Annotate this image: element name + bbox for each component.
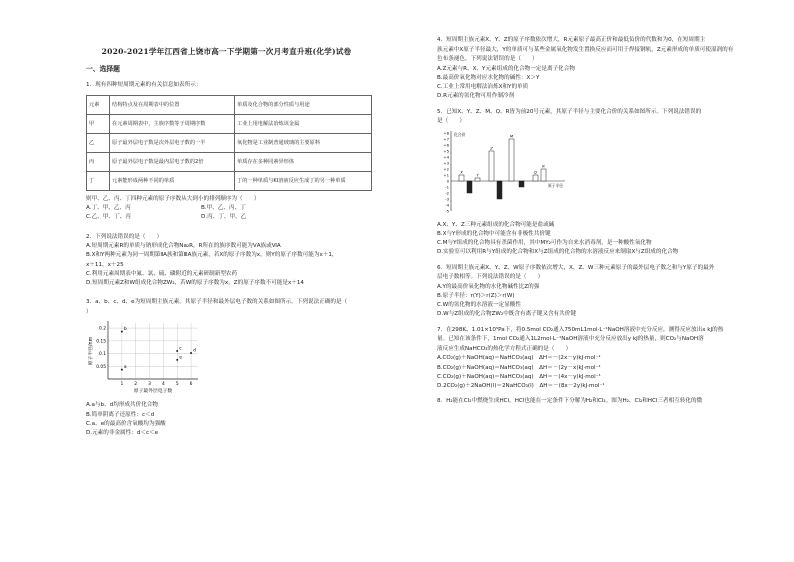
bar [475, 178, 480, 181]
option-b: B.CO₂(g)＋NaOH(aq)＝NaHCO₃(aq) ΔH＝－(2y－x)kJ·mol⁻¹ [437, 364, 601, 371]
option-d: D.R元素的氢化物可用作制冷剂 [437, 93, 515, 100]
y-tick-label: -3 [445, 196, 449, 202]
bar [467, 181, 472, 193]
option-a: A.丁、甲、乙、丙 [86, 205, 131, 212]
valence-vs-radius-chart [437, 127, 577, 217]
option-a: A.a与b、d均形成共价化合物 [86, 402, 158, 409]
right-page [397, 0, 794, 562]
table-cell: 在元素周期表中，主族序数等于周期序数 [110, 114, 235, 133]
x-tick-label: 6 [189, 382, 193, 388]
table-cell: 工业上用电解法冶炼该金属 [235, 114, 372, 133]
option-d: D.短周期元素Z和W组成化合物ZW₂，若W的原子序数为x，Z的原子序数不可能是x＋14 [86, 280, 304, 286]
element-info-table [86, 95, 372, 191]
option-d: D.实验室可以利用R与Y组成的化合物和X与Z组成的化合物的水溶液反应来制取X与Z组成的化合物 [437, 249, 679, 256]
q1-options [86, 204, 316, 222]
option-a: A.短周期元素R的单质与钠形成化合物Na₂R，R所在的族序数可能为ⅤA族或ⅥA [86, 243, 281, 250]
q6-stem: 6．短周期主族元素X、Y、Z、W原子序数依次增大，X、Z、W三种元素原子的最外层电子数之和与Y原子的最外 [437, 264, 715, 271]
table-cell: 丙 [87, 152, 110, 171]
table-row [87, 133, 372, 152]
bar-label: Z [490, 145, 493, 151]
option-c: C.CO₂(g)＋NaOH(aq)＝NaHCO₃(aq) ΔH＝－(4x－y)kJ·mol⁻¹ [437, 373, 601, 380]
point-label: b [123, 327, 127, 333]
option-b: B.原子半径：r(Y)＞r(Z)＞r(W) [437, 292, 515, 299]
table-cell: 乙 [87, 133, 110, 152]
y-tick-label: +4 [443, 154, 449, 160]
bar [541, 169, 546, 181]
question-1 [86, 81, 375, 223]
y-tick-label: 0.15 [96, 339, 106, 345]
data-point [190, 352, 192, 354]
table-cell: 原子最外层电子数是最内层电子数的2倍 [110, 152, 235, 171]
option-b-cont: x＋11，x＋25 [86, 261, 124, 268]
option-c: C.a、e的最高价含氧酸均为强酸 [86, 420, 166, 427]
bar-label: R [542, 163, 545, 169]
q4-stem-cont: 族元素中X原子半径最大，Y的单质可与某些金属氧化物发生置换反应而可用于焊接钢轨，Z元素形成的单质可使湿润的有 [437, 46, 734, 53]
y-tick-label: -4 [445, 202, 449, 208]
bar-label: Y [476, 172, 479, 178]
bar [519, 181, 524, 187]
bar [489, 151, 494, 181]
bar [509, 139, 514, 181]
q5-stem: 5．已知X、Y、Z、M、Q、R皆为前20号元素，其原子半径与主要化合价的关系如图所示。下列说法错误的 [437, 108, 702, 115]
option-d: D.丙、丁、甲、乙 [201, 214, 247, 221]
x-tick-label: 2 [134, 382, 138, 388]
bar [459, 175, 464, 181]
point-label: d [193, 348, 196, 354]
table-cell: 单质存在多种同素异形体 [235, 152, 372, 171]
x-tick-label: 1 [120, 382, 124, 388]
table-row [87, 152, 372, 171]
table-row [87, 171, 372, 190]
q7-stem-cont: 液反应生成NaHCO₃的热化学方程式正确的是（ ） [437, 345, 572, 352]
option-c: C.利用元素周期表中氟、氯、硫、磷附近的元素研制新型农药 [86, 270, 238, 277]
table-row [87, 114, 372, 133]
x-axis-label: 原子半径 [547, 182, 563, 188]
bar-label: Q [534, 169, 537, 175]
y-tick-label: +6 [443, 142, 449, 148]
option-d: D.W与Z组成的化合物ZW₂中既含有离子键又含有共价键 [437, 311, 576, 318]
option-b: B.最高价氧化物对应水化物的碱性：X＞Y [437, 74, 540, 81]
point-label: e [179, 355, 182, 361]
table-cell: 元素能形成两种不同的单质 [110, 171, 235, 190]
question-8 [437, 397, 754, 407]
y-tick-label: 0.2 [99, 327, 106, 333]
option-a: A.CO₂(g)＋NaOH(aq)＝NaHCO₃(aq) ΔH＝－(2x－y)kJ·mol⁻¹ [437, 355, 601, 362]
option-a: A.Y的最高价氧化物的水化物碱性比Z的强 [437, 283, 540, 290]
option-a: A.X、Y、Z三种元素组成的化合物可能是盐或碱 [437, 221, 555, 228]
y-tick-label: +3 [443, 160, 449, 166]
option-c: C.M与Y组成的化合物具有杀菌作用，其中MY₂可作为自来水消毒剂，是一种酸性氧化物 [437, 240, 652, 247]
y-tick-label: 0 [446, 178, 449, 184]
q7-stem: 7．在298K、1.01×10⁵Pa下，将0.5mol CO₂通入750mL1mol·L⁻¹NaOH溶液中充分反应，测得反应放出x kJ的热 [437, 326, 724, 333]
q2-stem: 2．下列说法错误的是（ ） [86, 233, 163, 240]
q3-stem: 3．a、b、c、d、e为短周期主族元素。其原子半径和最外层电子数的关系如图所示。下列说法正确的是（ [86, 299, 348, 306]
bar-label: X [460, 169, 463, 175]
table-header-cell: 结构特点及在周期表中的位置 [110, 95, 235, 114]
option-b: B.甲、乙、丙、丁 [201, 205, 246, 212]
question-5 [437, 108, 754, 258]
option-b: B.X和Y两种元素为同一周期第ⅡA族和第ⅢA族元素，若X的原子序数为x，则Y的原子序数可能为x＋1， [86, 252, 338, 259]
y-tick-label: -1 [445, 184, 449, 190]
data-point [121, 369, 123, 371]
y-tick-label: 0.1 [99, 352, 106, 358]
y-tick-label: +8 [443, 130, 449, 136]
section-heading: 一、选择题 [86, 65, 120, 73]
option-b: B.X与Y形成的化合物中可能含有非极性共价键 [437, 230, 551, 237]
q1-stem: 1．现有四种短周期元素的有关信息如表所示： [86, 82, 202, 88]
y-axis-label: 原子半径/nm [89, 337, 94, 366]
data-point [176, 359, 178, 361]
table-header-row [87, 95, 372, 114]
question-6 [437, 264, 754, 320]
data-point [121, 331, 123, 333]
q8-stem: 8．H₂能在Cl₂中燃烧生成HCl，HCl也能在一定条件下分解为H₂和Cl₂。图为H₂、Cl₂和HCl三者相互转化的微 [437, 398, 703, 405]
question-4 [437, 36, 754, 102]
y-tick-label: +2 [443, 166, 449, 172]
option-d: D.2CO₂(g)＋2NaOH(l)＝2NaHCO₃(l) ΔH＝－(8x－2y)kJ·mol⁻¹ [437, 382, 605, 389]
table-cell: 原子最外层电子数是次外层电子数的一半 [110, 133, 235, 152]
x-axis-label: 原子最外层电子数 [133, 389, 173, 395]
bar [497, 181, 502, 199]
point-label: c [179, 346, 182, 352]
q5-stem-cont: 是（ ） [437, 118, 465, 125]
table-cell: 甲 [87, 114, 110, 133]
y-tick-label: -5 [445, 208, 449, 214]
question-7 [437, 326, 754, 392]
paper-title: 2020-2021学年江西省上饶市高一下学期第一次月考直升班(化学)试卷 [101, 47, 352, 56]
question-3 [86, 298, 375, 438]
x-tick-label: 5 [175, 382, 179, 388]
table-cell: 丁的一种单质与KI溶液反应生成丁的另一种单质 [235, 171, 372, 190]
x-tick-label: 4 [161, 382, 165, 388]
point-label: a [123, 365, 127, 371]
bar [533, 175, 538, 181]
table-cell: 氧化物是工业制普通玻璃的主要原料 [235, 133, 372, 152]
table-header-cell: 元素 [87, 95, 110, 114]
x-tick-label: 3 [148, 382, 151, 388]
y-tick-label: 0.05 [96, 365, 106, 371]
option-c: C.W的氢化物的水溶液一定显酸性 [437, 302, 521, 309]
q7-stem-cont: 量。已知在该条件下，1mol CO₂通入1L2mol·L⁻¹NaOH溶液中充分反应放出y kJ的热量，则CO₂与NaOH溶 [437, 336, 704, 343]
data-point [176, 350, 178, 352]
y-tick-label: +7 [443, 136, 449, 142]
y-tick-label: +5 [443, 148, 449, 154]
q4-stem-cont: 色布条褪色。下列说法错误的是（ ） [437, 56, 538, 63]
y-tick-label: +1 [443, 172, 449, 178]
option-c: C.乙、甲、丁、丙 [86, 214, 131, 221]
y-tick-label: -2 [445, 190, 449, 196]
q1-question: 则甲、乙、丙、丁四种元素的原子序数从大到小的排列顺序为（ ） [86, 195, 260, 202]
y-axis-label: 化合价 [454, 131, 466, 137]
radius-vs-electrons-chart [86, 317, 206, 397]
q3-stem-cont: ） [86, 308, 92, 315]
option-a: A.Z元素与R、X、Y元素组成的化合物一定是离子化合物 [437, 65, 575, 72]
question-2 [86, 233, 375, 289]
option-b: B.简单阴离子还原性：c＜d [86, 411, 155, 418]
table-header-cell: 单质及化合物的部分性质与用途 [235, 95, 372, 114]
q6-stem-cont: 层电子数相等。下列说法错误的是（ ） [437, 274, 544, 281]
option-c: C.工业上常用电解法冶炼X和Y的单质 [437, 84, 529, 91]
q4-stem: 4．短周期主族元素X、Y、Z的原子序数依次增大，R元素原子最高正价和最低负价的代数和为0，在短周期主 [437, 37, 706, 43]
option-d: D.元素的非金属性：d＜c＜e [86, 430, 159, 436]
bar-label: M [509, 133, 514, 139]
table-cell: 丁 [87, 171, 110, 190]
